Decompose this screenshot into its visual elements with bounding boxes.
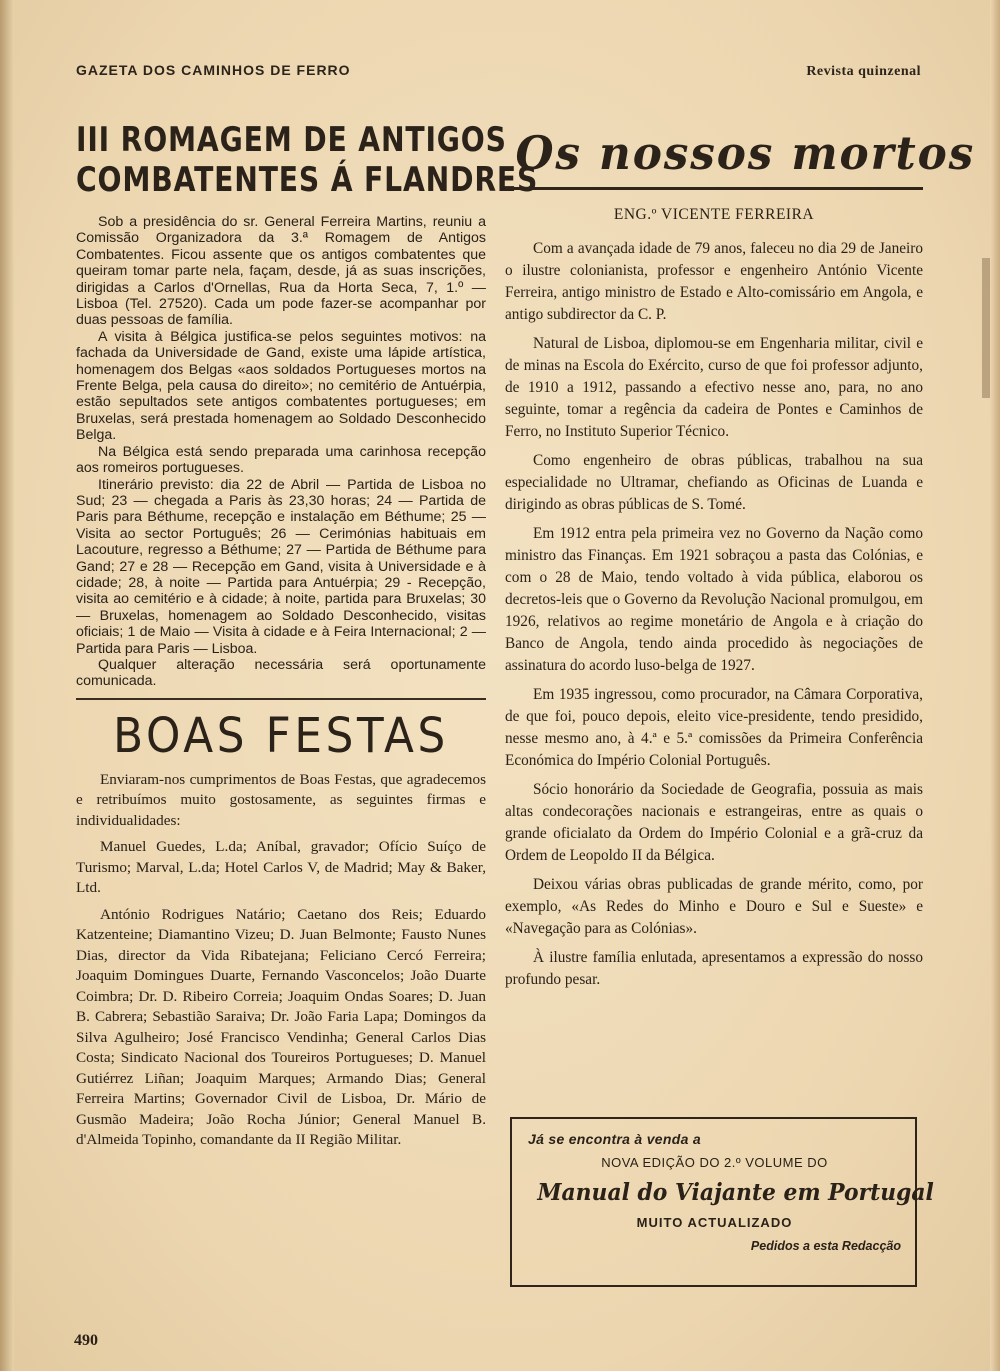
- right-column: [505, 125, 976, 998]
- running-header: [76, 62, 921, 80]
- obituary-paragraph: À ilustre família enlutada, apresentamos a expressão do nosso profundo pesar.: [505, 949, 923, 988]
- left-column: [75, 120, 539, 1157]
- publication-subtitle: Revista quinzenal: [806, 64, 921, 79]
- boas-festas-paragraph: Manuel Guedes, L.da; Aníbal, gravador; Ofício Suíço de Turismo; Marval, L.da; Hotel Carlos V, de Madrid; May & Baker, Ltd.: [76, 838, 486, 897]
- romagem-paragraph: A visita à Bélgica justifica-se pelos seguintes motivos: na fachada da Universidade de Gand, existe uma lápide artística, homenagem dos Belgas «aos soldados Portugueses mortos na Frente Belga, pela causa do direito»; no cemitério de Antuérpia, estão sepultados sete antigos combatentes portugueses; em Bruxelas, será prestada homenagem ao Soldado Desconhecido Belga.: [76, 328, 486, 444]
- romagem-headline-line2: COMBATENTES Á FLANDRES: [75, 160, 539, 200]
- obituary-paragraph: Natural de Lisboa, diplomou-se em Engenharia militar, civil e de minas na Escola do Exército, curso de que foi professor adjunto, de 1910 a 1912, passando a efectivo nesse ano, para, no ano seguinte, tomar a regência da cadeira de Pontes e Caminhos de Ferro, no Instituto Superior Técnico.: [505, 335, 923, 440]
- advert-intro: Já se encontra à venda a: [528, 1131, 701, 1147]
- romagem-headline: [75, 120, 539, 200]
- page-left-edge: [0, 0, 14, 1371]
- boas-festas-paragraph: Enviaram-nos cumprimentos de Boas Festas, que agradecemos e retribuímos muito gostosamente, as seguintes firmas e individualidades:: [76, 770, 486, 829]
- section-divider: [76, 698, 486, 700]
- romagem-paragraph: Sob a presidência do sr. General Ferreira Martins, reuniu a Comissão Organizadora da 3.ª Romagem de Antigos Combatentes. Ficou assente que os antigos combatentes que queiram tomar parte nela, façam, desde, já as suas inscrições, dirigidas a Carlos d'Ornellas, Rua da Horta Seca, 7, 1.º — Lisboa (Tel. 27520). Cada um pode fazer-se acompanhar por duas pessoas de família.: [76, 214, 486, 329]
- romagem-paragraph: Qualquer alteração necessária será oportunamente comunicada.: [76, 656, 486, 690]
- advert-box: [510, 1117, 934, 1287]
- advert-edition: NOVA EDIÇÃO DO 2.º VOLUME DO: [601, 1155, 828, 1170]
- advert-orders: Pedidos a esta Redacção: [750, 1239, 901, 1253]
- obituary-byline: ENG.º VICENTE FERREIRA: [613, 206, 815, 223]
- obituary-paragraph: Sócio honorário da Sociedade de Geografia, possuia as mais altas condecorações nacionais e estrangeiras, entre as quais o grande oficialato da Ordem do Império Colonial e a grã-cruz da Ordem de Leopoldo II da Bélgica.: [505, 781, 923, 864]
- boas-festas-headline: BOAS FESTAS: [113, 707, 449, 764]
- obituary-paragraph: Deixou várias obras publicadas de grande mérito, como, por exemplo, «As Redes do Minho e Douro e Sul e Sueste» e «Navegação para as Colónias».: [505, 876, 923, 937]
- page-edge-mark: [982, 258, 990, 398]
- advert-updated: MUITO ACTUALIZADO: [636, 1215, 793, 1230]
- publication-title: GAZETA DOS CAMINHOS DE FERRO: [76, 62, 351, 78]
- obituary-paragraph: Em 1912 entra pela primeira vez no Governo da Nação como ministro das Finanças. Em 1921 sobraçou a pasta das Colónias, e com o 28 de Maio, tendo voltado à vida pública, elaborou os decretos-leis que o Governo da Revolução Nacional promulgou, em 1926, relativos ao regime monetário de Angola e à criação do Banco de Angola, tendo ainda procedido às negociações de assinatura do acordo luso-belga de 1927.: [505, 525, 923, 674]
- romagem-headline-line1: III ROMAGEM DE ANTIGOS: [75, 120, 507, 160]
- mortos-headline: Os nossos mortos: [515, 126, 976, 180]
- obituary-paragraph: Como engenheiro de obras públicas, trabalhou na sua especialidade no Ultramar, chefiando as Oficinas de Luanda e dirigindo as obras públicas de S. Tomé.: [505, 452, 923, 513]
- boas-festas-paragraph: António Rodrigues Natário; Caetano dos Reis; Eduardo Katzenteine; Diamantino Vizeu; D. Juan Belmonte; Fausto Nunes Dias, director da Vida Ribatejana; Feliciano Cercó Ferreira; Joaquim Domingues Duarte, Fernando Vasconcelos; João Duarte Coimbra; Dr. D. Ribeiro Correia; Joaquim Ondas Soares; D. Juan B. Cabrera; Sebastião Saraiva; Dr. João Faria Lapa; Domingos da Silva Agulheiro; José Francisco Vendinha; General Carlos Dias Costa; Sindicato Nacional dos Toureiros Portugueses; D. Manuel Gutiérrez Liñan; Joaquim Marques; Armando Dias; General Ferreira Martins; Governador Civil de Lisboa, Dr. Mário de Gusmão Madeira; João Rocha Júnior; General Manuel B. d'Almeida Topinho, comandante da II Região Militar.: [76, 905, 486, 1149]
- romagem-paragraph: Na Bélgica está sendo preparada uma carinhosa recepção aos romeiros portugueses.: [76, 443, 486, 477]
- mortos-divider: [505, 187, 923, 190]
- page-number: 490: [74, 1332, 98, 1349]
- romagem-paragraph: Itinerário previsto: dia 22 de Abril — Partida de Lisboa no Sud; 23 — chegada a Paris às 23,30 horas; 24 — Partida de Paris para Béthume, recepção e instalação em Béthume; 25 — Visita ao sector Português; 26 — Cerimónias habituais em Lacouture, regresso a Béthume; 27 — Partida de Béthume para Gand; 27 e 28 — Recepção em Gand, visita à Universidade e à cidade; 28, à noite — Partida para Antuérpia; 29 - Recepção, visita ao cemitério e à cidade; à noite, partida para Bruxelas; 30 — Bruxelas, homenagem ao Soldado Desconhecido, visitas oficiais; 1 de Maio — Visita à cidade e à Feira Internacional; 2 — Partida para Paris — Lisboa.: [76, 476, 486, 657]
- obituary-paragraph: Com a avançada idade de 79 anos, faleceu no dia 29 de Janeiro o ilustre colonianista, professor e engenheiro António Vicente Ferreira, antigo ministro de Estado e Alto-comissário em Angola, e antigo subdirector da C. P.: [505, 240, 923, 323]
- advert-book-title: Manual do Viajante em Portugal: [537, 1179, 934, 1206]
- obituary-paragraph: Em 1935 ingressou, como procurador, na Câmara Corporativa, de que foi, pouco depois, eleito vice-presidente, tendo presidido, nesse mesmo ano, à 4.ª e 5.ª comissões da Primeira Conferência Económica do Império Colonial Português.: [505, 686, 923, 769]
- page-right-edge: [990, 0, 1000, 1371]
